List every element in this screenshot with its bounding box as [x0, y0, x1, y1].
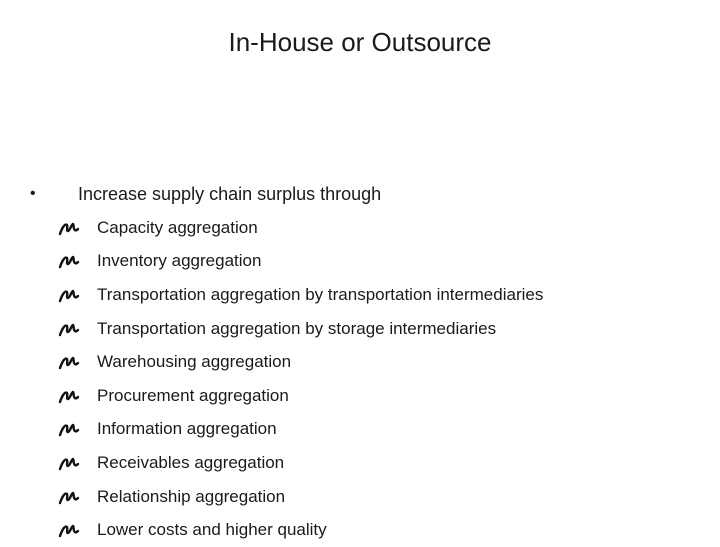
sub-bullet-text: Transportation aggregation by storage intermediaries: [97, 318, 497, 338]
sub-bullet-item: [58, 345, 543, 379]
sub-bullet-item: [58, 413, 543, 447]
curly-arrow-bullet-icon: [58, 286, 97, 304]
curly-arrow-bullet-icon: [58, 488, 97, 506]
sub-bullet-text: Information aggregation: [97, 419, 277, 439]
curly-arrow-bullet-icon: [58, 252, 97, 270]
sub-bullet-text: Relationship aggregation: [97, 486, 286, 506]
sub-bullet-item: [58, 513, 543, 547]
sub-bullet-item: [58, 379, 543, 413]
curly-arrow-bullet-icon: [58, 521, 97, 539]
sub-bullet-text: Procurement aggregation: [97, 385, 289, 405]
sub-bullet-text: Inventory aggregation: [97, 251, 262, 271]
curly-arrow-bullet-icon: [58, 353, 97, 371]
curly-arrow-bullet-icon: [58, 320, 97, 338]
sub-bullet-text: Transportation aggregation by transportation intermediaries: [97, 284, 544, 304]
sub-bullet-item: [58, 211, 543, 245]
sub-bullet-text: Receivables aggregation: [97, 452, 285, 472]
sub-bullet-list: [58, 211, 543, 547]
sub-bullet-item: [58, 446, 543, 480]
bullet-dot-icon: •: [30, 185, 36, 202]
curly-arrow-bullet-icon: [58, 219, 97, 237]
curly-arrow-bullet-icon: [58, 387, 97, 405]
sub-bullet-text: Capacity aggregation: [97, 217, 258, 237]
main-bullet: [30, 180, 381, 208]
sub-bullet-item: [58, 312, 543, 346]
main-bullet-text: Increase supply chain surplus through: [78, 183, 382, 204]
sub-bullet-item: [58, 245, 543, 279]
curly-arrow-bullet-icon: [58, 454, 97, 472]
curly-arrow-bullet-icon: [58, 420, 97, 438]
sub-bullet-text: Lower costs and higher quality: [97, 520, 327, 540]
slide-title: In-House or Outsource: [228, 27, 492, 57]
sub-bullet-item: [58, 278, 543, 312]
sub-bullet-item: [58, 480, 543, 514]
sub-bullet-text: Warehousing aggregation: [97, 352, 292, 372]
